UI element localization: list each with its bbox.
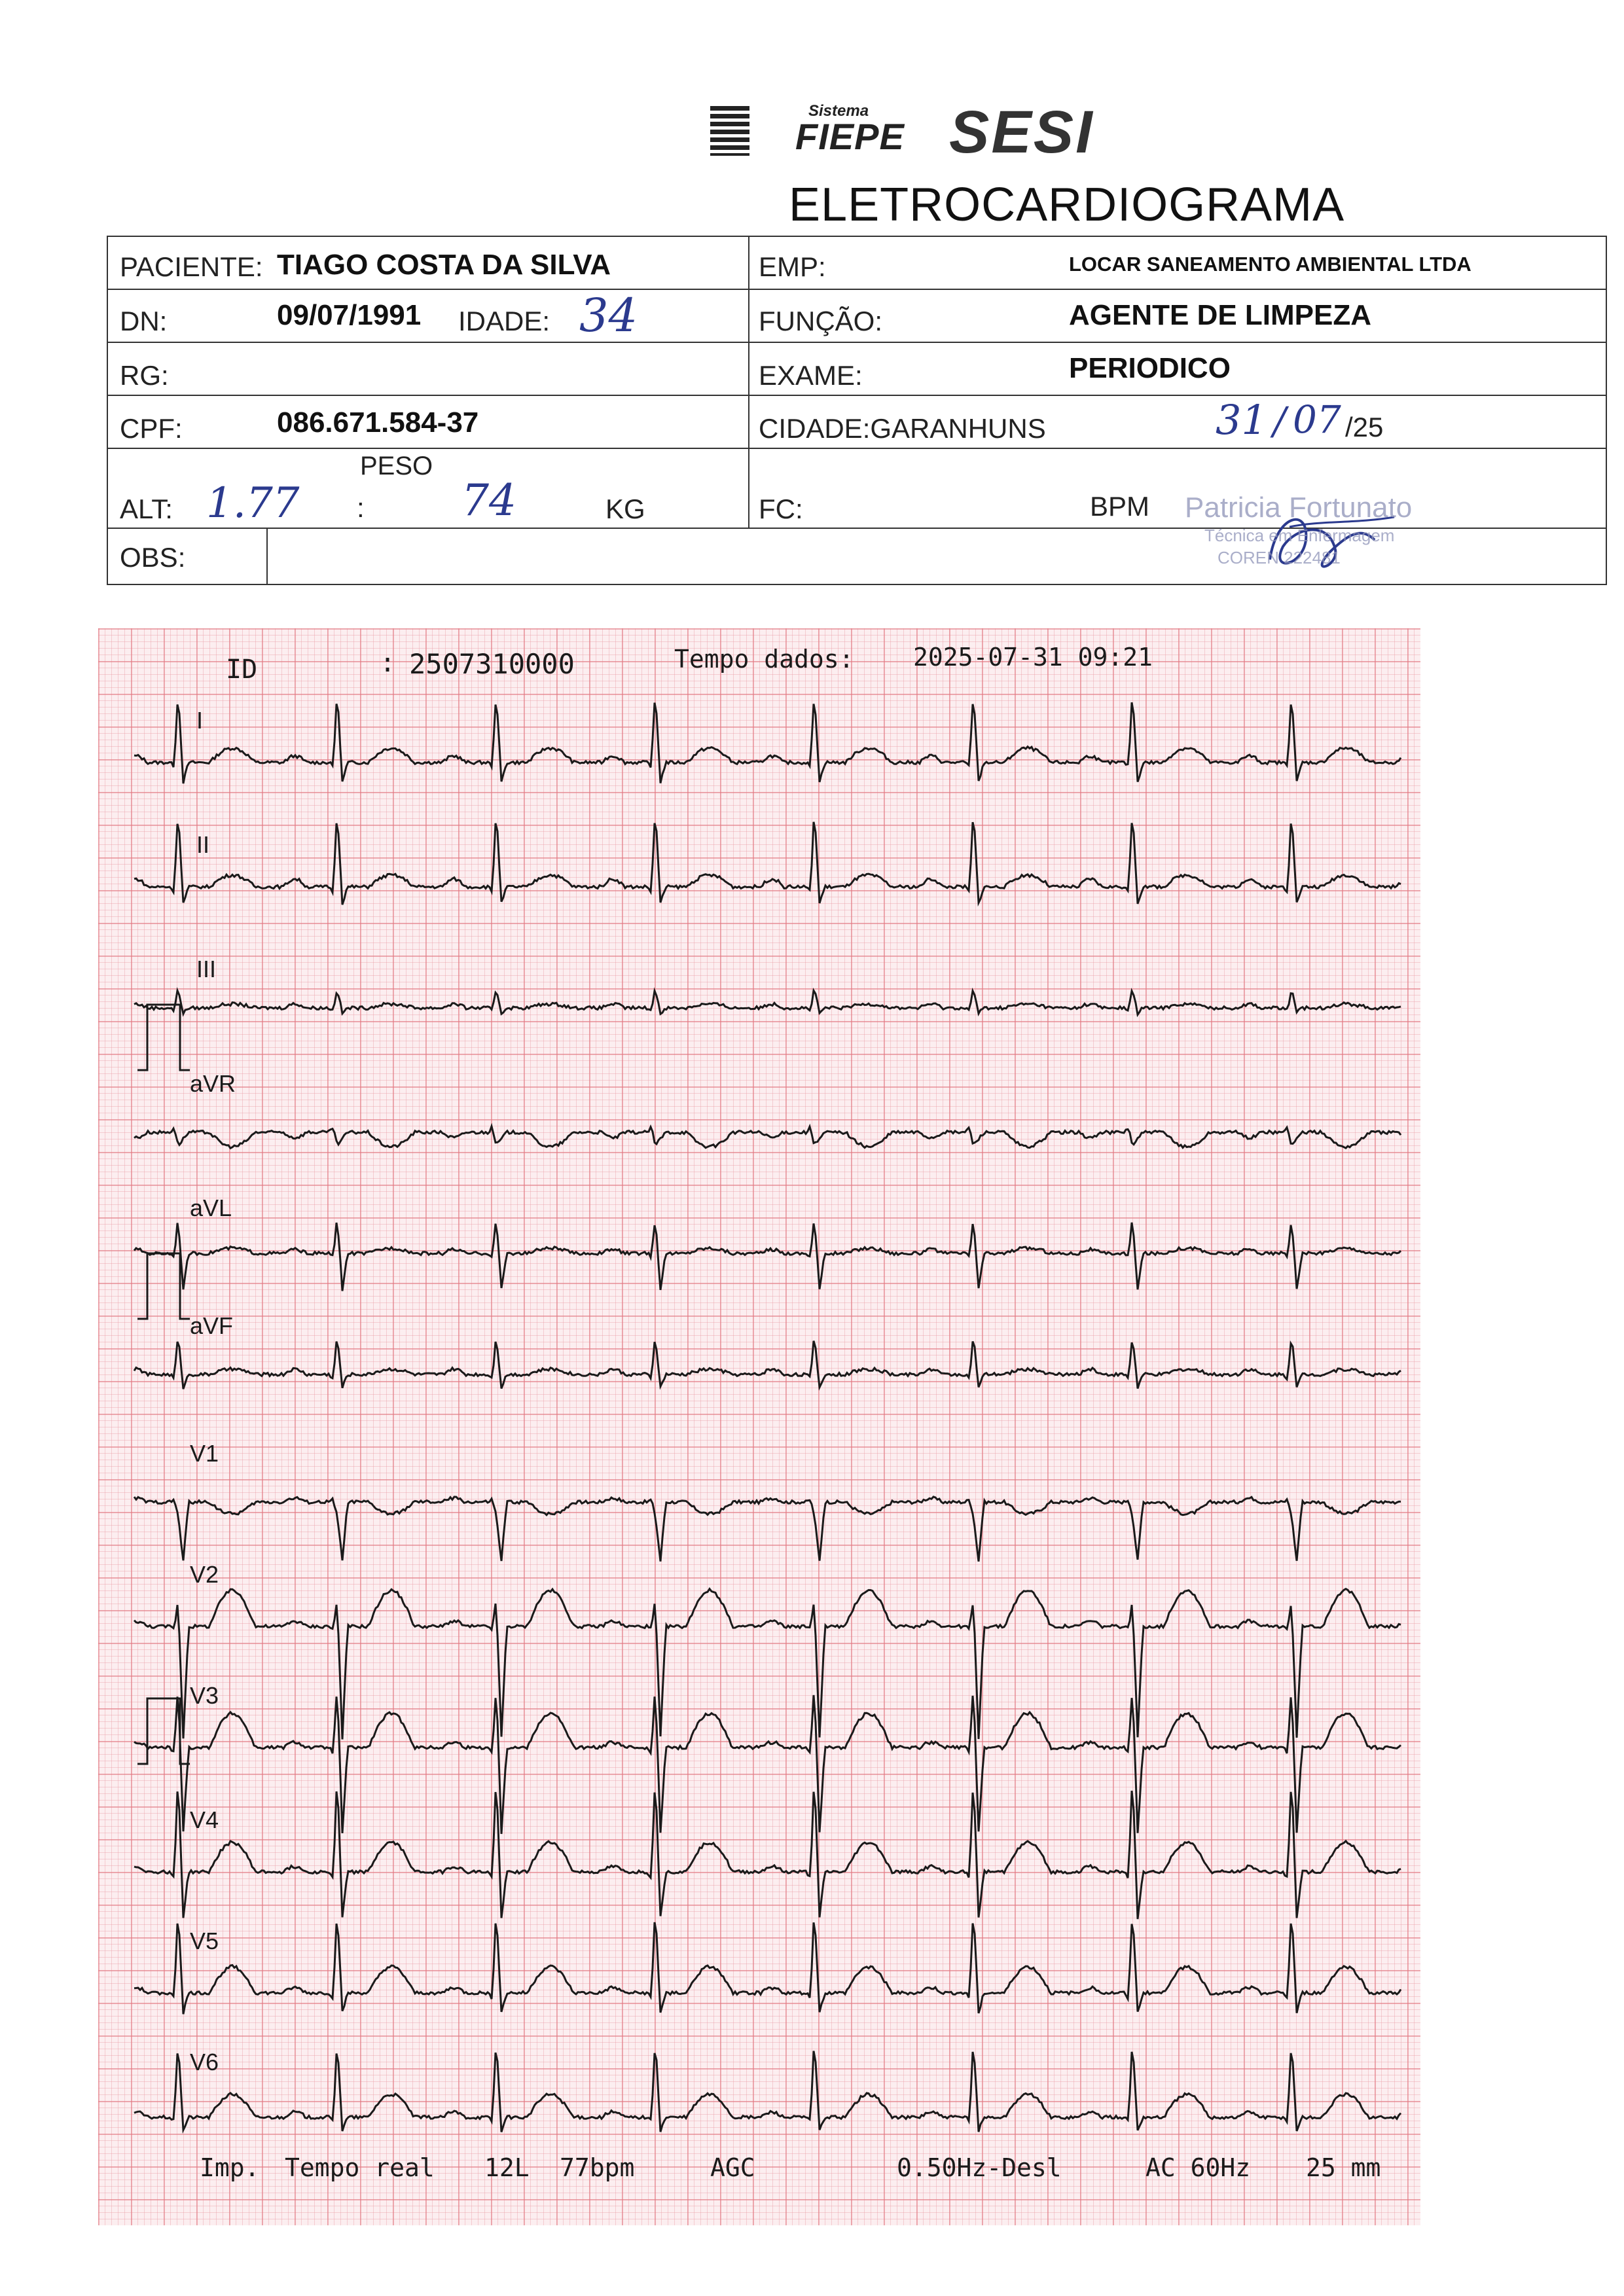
lead-label-v4: V4 bbox=[190, 1806, 219, 1833]
data-mes: 07 bbox=[1293, 397, 1341, 442]
alt-label: ALT: bbox=[120, 493, 173, 524]
exame-value: PERIODICO bbox=[1069, 352, 1231, 384]
stamp-coren: COREN 222481 bbox=[1218, 548, 1341, 567]
cell-funcao bbox=[749, 289, 1606, 342]
cell-alt bbox=[107, 448, 749, 528]
cell-dn bbox=[107, 289, 749, 342]
footer-filtro: 0.50Hz-Desl bbox=[897, 2153, 1062, 2182]
lead-label-avf: aVF bbox=[190, 1312, 234, 1339]
fc-label: FC: bbox=[759, 493, 803, 524]
logo-sistema: Sistema bbox=[808, 102, 869, 120]
peso-label: PESO bbox=[360, 452, 433, 480]
footer-imp: Imp. bbox=[200, 2153, 260, 2182]
ecg-id-colon: : bbox=[380, 648, 396, 678]
row-cpf bbox=[107, 395, 1606, 448]
lead-label-avr: aVR bbox=[190, 1070, 236, 1097]
footer-leads: 12L bbox=[484, 2153, 530, 2182]
lead-label-ii: II bbox=[196, 831, 210, 858]
calibration-pulse-iii bbox=[137, 1005, 190, 1070]
footer-bpm: 77bpm bbox=[560, 2153, 635, 2182]
footer-agc: AGC bbox=[710, 2153, 755, 2182]
document-title: ELETROCARDIOGRAMA bbox=[789, 179, 1345, 231]
cell-fc bbox=[749, 448, 1606, 528]
lead-label-v6: V6 bbox=[190, 2049, 219, 2075]
footer-modo: Tempo real bbox=[285, 2153, 435, 2182]
rg-label: RG: bbox=[120, 360, 169, 391]
ecg-id-label: ID bbox=[226, 655, 258, 685]
cell-rg bbox=[107, 342, 749, 395]
lead-label-v2: V2 bbox=[190, 1561, 219, 1588]
obs-label: OBS: bbox=[120, 542, 186, 573]
row-dn bbox=[107, 289, 1606, 342]
ecg-trace-avf bbox=[134, 1341, 1401, 1390]
cell-emp bbox=[749, 236, 1606, 289]
footer-velocidade: 25 mm bbox=[1306, 2153, 1381, 2182]
funcao-label: FUNÇÃO: bbox=[759, 306, 882, 336]
lead-label-v1: V1 bbox=[190, 1440, 219, 1467]
peso-colon: : bbox=[357, 492, 365, 523]
ecg-trace-v3 bbox=[134, 1695, 1401, 1834]
paciente-value: TIAGO COSTA DA SILVA bbox=[277, 249, 611, 281]
lead-label-v5: V5 bbox=[190, 1928, 219, 1954]
ecg-tempo-value: 2025-07-31 09:21 bbox=[913, 643, 1153, 672]
lead-label-v3: V3 bbox=[190, 1682, 219, 1709]
cidade-label: CIDADE:GARANHUNS bbox=[759, 413, 1046, 444]
dn-label: DN: bbox=[120, 306, 168, 336]
data-ano: /25 bbox=[1345, 412, 1384, 442]
fiepe-sesi-logo bbox=[710, 98, 1155, 164]
logo-stripes-icon bbox=[710, 106, 749, 156]
ecg-trace-v2 bbox=[134, 1589, 1401, 1740]
stamp-name: Patricia Fortunato bbox=[1185, 492, 1413, 524]
cell-exame bbox=[749, 342, 1606, 395]
cpf-value: 086.671.584-37 bbox=[277, 406, 479, 439]
cell-cpf bbox=[107, 395, 749, 448]
logo-fiepe: FIEPE bbox=[795, 116, 905, 157]
ecg-footer bbox=[98, 2153, 1420, 2193]
data-dia: 31 bbox=[1216, 396, 1267, 444]
idade-label: IDADE: bbox=[458, 306, 550, 336]
lead-label-i: I bbox=[196, 707, 204, 734]
lead-label-avl: aVL bbox=[190, 1194, 232, 1221]
ecg-paper bbox=[98, 628, 1420, 2225]
lead-label-iii: III bbox=[196, 956, 217, 982]
ecg-trace-avr bbox=[134, 1126, 1401, 1148]
stamp-role: Técnica em Enfermagem bbox=[1204, 526, 1395, 545]
ecg-tempo-label: Tempo dados: bbox=[674, 645, 854, 673]
emp-label: EMP: bbox=[759, 251, 826, 282]
alt-value: 1.77 bbox=[206, 479, 300, 528]
paciente-label: PACIENTE: bbox=[120, 251, 263, 282]
ecg-trace-iii bbox=[134, 991, 1401, 1015]
ecg-trace-v4 bbox=[134, 1791, 1401, 1919]
cpf-label: CPF: bbox=[120, 413, 183, 444]
idade-value: 34 bbox=[579, 289, 638, 342]
bpm-label: BPM bbox=[1090, 491, 1150, 522]
ecg-trace-i bbox=[134, 702, 1401, 783]
kg-label: KG bbox=[605, 493, 645, 524]
nurse-stamp bbox=[1178, 488, 1473, 586]
exame-label: EXAME: bbox=[759, 360, 863, 391]
row-rg bbox=[107, 342, 1606, 395]
ecg-id-value: 2507310000 bbox=[409, 648, 575, 680]
ecg-trace-avl bbox=[134, 1223, 1401, 1291]
ecg-traces bbox=[98, 628, 1420, 2225]
ecg-trace-v5 bbox=[134, 1922, 1401, 2014]
cell-cidade: CIDADE:GARANHUNS 31 / 07 /25 bbox=[749, 395, 1606, 448]
ecg-trace-ii bbox=[134, 822, 1401, 905]
footer-ac: AC 60Hz bbox=[1146, 2153, 1251, 2182]
peso-value: 74 bbox=[461, 475, 516, 526]
cell-paciente bbox=[107, 236, 749, 289]
row-paciente bbox=[107, 236, 1606, 289]
dn-value: 09/07/1991 bbox=[277, 299, 422, 331]
ecg-trace-v1 bbox=[134, 1497, 1401, 1562]
emp-value: LOCAR SANEAMENTO AMBIENTAL LTDA bbox=[1069, 253, 1471, 276]
logo-sesi: SESI bbox=[949, 99, 1094, 166]
funcao-value: AGENTE DE LIMPEZA bbox=[1069, 299, 1372, 331]
ecg-trace-v6 bbox=[134, 2051, 1401, 2132]
